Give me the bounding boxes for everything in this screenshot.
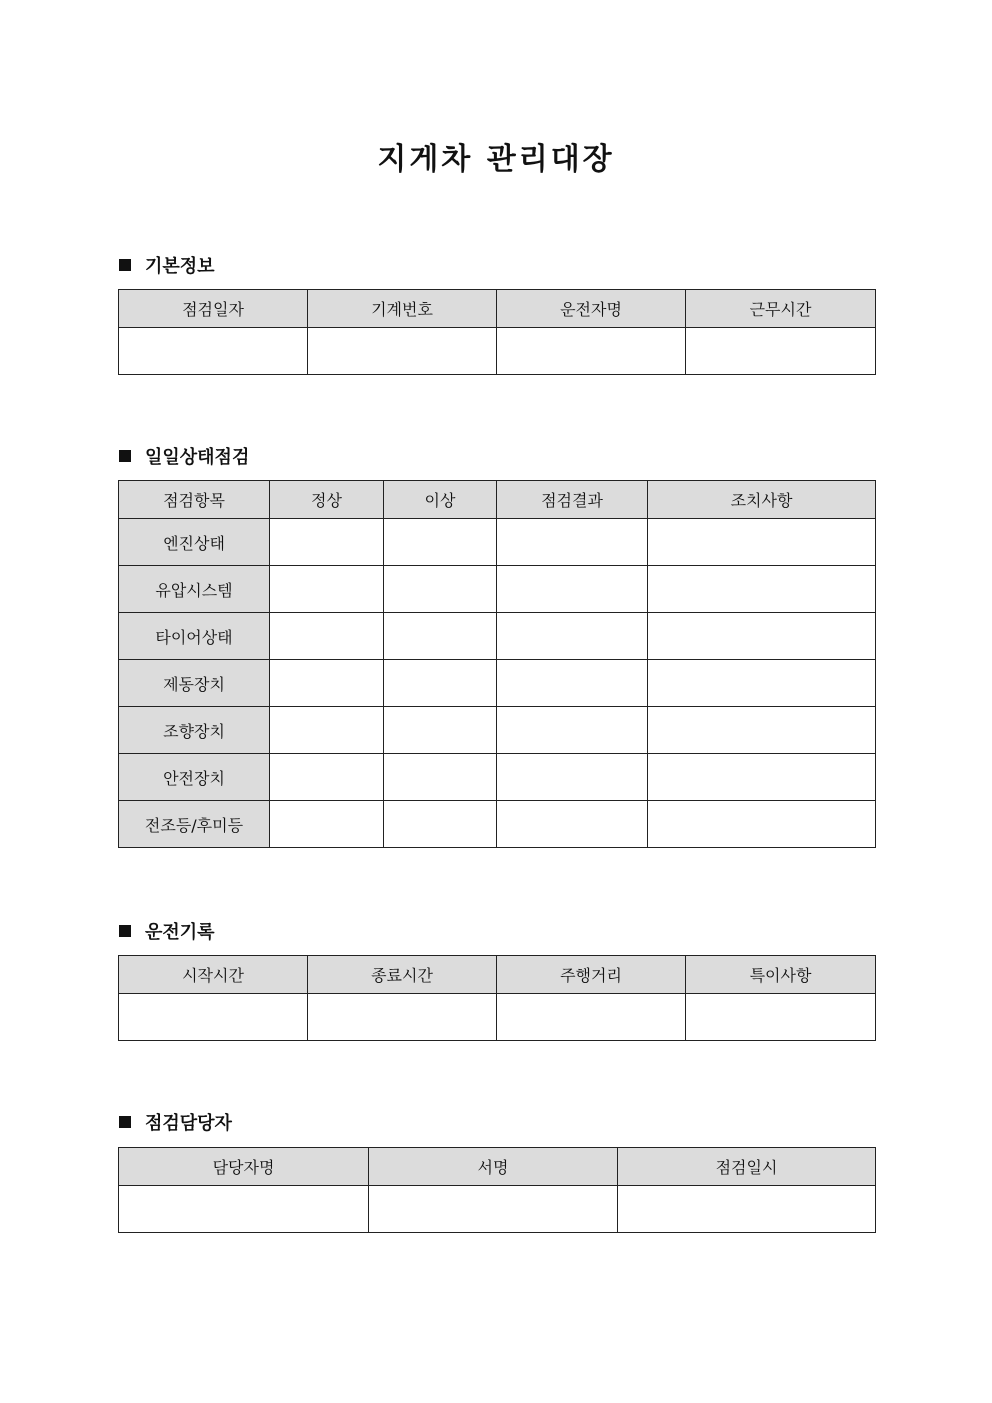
check-result-cell[interactable]: [497, 613, 648, 660]
check-item-label: 타이어상태: [119, 613, 270, 660]
end-time-field[interactable]: [308, 994, 497, 1041]
section-heading-driving-log: [119, 920, 215, 942]
page-title: 지게차 관리대장: [377, 142, 615, 177]
section-title: 기본정보: [145, 256, 215, 277]
table-row: [119, 566, 876, 613]
check-result-cell[interactable]: [497, 801, 648, 848]
column-header-check-result: 점검결과: [497, 481, 648, 519]
check-item-label: 안전장치: [119, 754, 270, 801]
column-header-remarks: 특이사항: [686, 956, 876, 994]
check-result-cell[interactable]: [497, 707, 648, 754]
section-heading-basic-info: [119, 254, 215, 276]
action-taken-cell[interactable]: [648, 660, 876, 707]
table-row: [119, 613, 876, 660]
check-item-label: 유압시스템: [119, 566, 270, 613]
normal-cell[interactable]: [270, 519, 384, 566]
section-title: 일일상태점검: [145, 447, 250, 468]
inspection-date-field[interactable]: [119, 328, 308, 375]
abnormal-cell[interactable]: [384, 660, 497, 707]
column-header-inspection-date: 점검일자: [119, 290, 308, 328]
working-hours-field[interactable]: [686, 328, 876, 375]
abnormal-cell[interactable]: [384, 754, 497, 801]
inspector-table: [118, 1147, 876, 1233]
column-header-normal: 정상: [270, 481, 384, 519]
distance-field[interactable]: [497, 994, 686, 1041]
driver-name-field[interactable]: [497, 328, 686, 375]
normal-cell[interactable]: [270, 566, 384, 613]
normal-cell[interactable]: [270, 660, 384, 707]
check-result-cell[interactable]: [497, 566, 648, 613]
machine-number-field[interactable]: [308, 328, 497, 375]
column-header-distance: 주행거리: [497, 956, 686, 994]
basic-info-table: [118, 289, 876, 375]
table-row: [119, 707, 876, 754]
column-header-working-hours: 근무시간: [686, 290, 876, 328]
column-header-driver-name: 운전자명: [497, 290, 686, 328]
driving-log-table: [118, 955, 876, 1041]
action-taken-cell[interactable]: [648, 707, 876, 754]
column-header-machine-number: 기계번호: [308, 290, 497, 328]
column-header-check-item: 점검항목: [119, 481, 270, 519]
table-row: [119, 519, 876, 566]
section-title: 점검담당자: [145, 1113, 232, 1134]
square-bullet-icon: [119, 259, 131, 271]
check-item-label: 조향장치: [119, 707, 270, 754]
normal-cell[interactable]: [270, 754, 384, 801]
table-row: [119, 801, 876, 848]
square-bullet-icon: [119, 1116, 131, 1128]
action-taken-cell[interactable]: [648, 519, 876, 566]
abnormal-cell[interactable]: [384, 613, 497, 660]
normal-cell[interactable]: [270, 801, 384, 848]
normal-cell[interactable]: [270, 707, 384, 754]
action-taken-cell[interactable]: [648, 754, 876, 801]
check-result-cell[interactable]: [497, 754, 648, 801]
inspector-name-field[interactable]: [119, 1186, 369, 1233]
check-result-cell[interactable]: [497, 660, 648, 707]
action-taken-cell[interactable]: [648, 613, 876, 660]
action-taken-cell[interactable]: [648, 801, 876, 848]
daily-check-table: [118, 480, 876, 848]
column-header-signature: 서명: [369, 1148, 618, 1186]
check-item-label: 제동장치: [119, 660, 270, 707]
section-heading-daily-check: [119, 445, 249, 467]
signature-field[interactable]: [369, 1186, 618, 1233]
abnormal-cell[interactable]: [384, 519, 497, 566]
section-title: 운전기록: [145, 922, 215, 943]
column-header-inspector-name: 담당자명: [119, 1148, 369, 1186]
column-header-abnormal: 이상: [384, 481, 497, 519]
check-item-label: 엔진상태: [119, 519, 270, 566]
column-header-start-time: 시작시간: [119, 956, 308, 994]
table-row: [119, 660, 876, 707]
remarks-field[interactable]: [686, 994, 876, 1041]
action-taken-cell[interactable]: [648, 566, 876, 613]
check-result-cell[interactable]: [497, 519, 648, 566]
section-heading-inspector: [119, 1111, 232, 1133]
table-row: [119, 754, 876, 801]
normal-cell[interactable]: [270, 613, 384, 660]
square-bullet-icon: [119, 450, 131, 462]
square-bullet-icon: [119, 925, 131, 937]
column-header-end-time: 종료시간: [308, 956, 497, 994]
column-header-inspection-datetime: 점검일시: [618, 1148, 876, 1186]
column-header-action-taken: 조치사항: [648, 481, 876, 519]
start-time-field[interactable]: [119, 994, 308, 1041]
abnormal-cell[interactable]: [384, 707, 497, 754]
check-item-label: 전조등/후미등: [119, 801, 270, 848]
inspection-datetime-field[interactable]: [618, 1186, 876, 1233]
abnormal-cell[interactable]: [384, 566, 497, 613]
abnormal-cell[interactable]: [384, 801, 497, 848]
